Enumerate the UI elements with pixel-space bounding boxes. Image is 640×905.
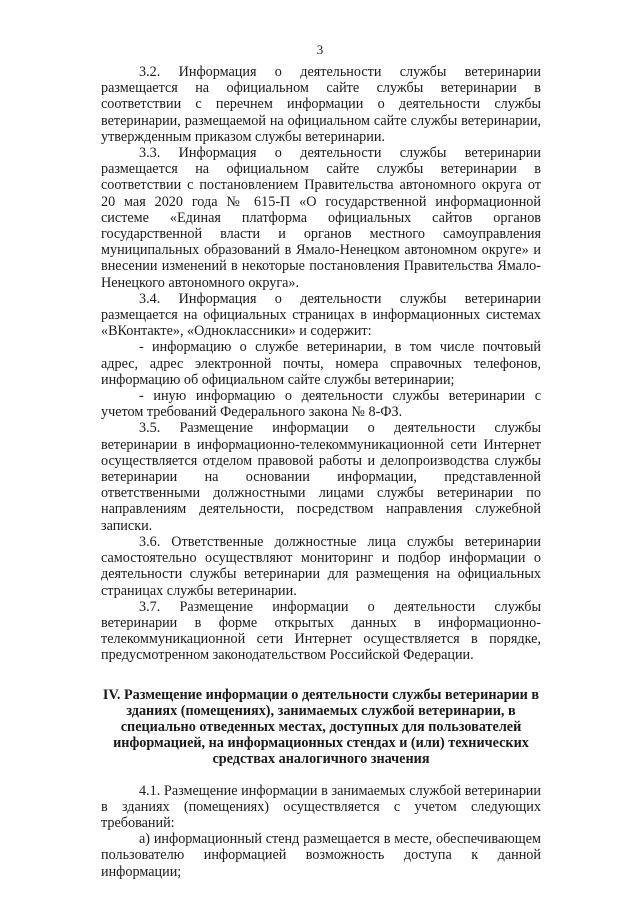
paragraph-3-2: 3.2. Информация о деятельности службы ветеринарии размещается на официальном сайте службы ветеринарии в соответствии с перечнем информации о деятельности службы ветеринарии, размещаемой на официальном сайте службы ветеринарии, утвержденным приказом службы ветеринарии.: [101, 64, 541, 145]
list-item-other-info: - иную информацию о деятельности службы ветеринарии с учетом требований Федерального закона № 8-ФЗ.: [101, 388, 541, 421]
list-item-service-info: - информацию о службе ветеринарии, в том числе почтовый адрес, адрес электронной почты, номера справочных телефонов, информацию об официальном сайте службы ветеринарии;: [101, 339, 541, 388]
paragraph-3-3: 3.3. Информация о деятельности службы ветеринарии размещается на официальном сайте службы ветеринарии в соответствии с постановлением Правительства автономного округа от 20 мая 2020 года № 615-П «О государственной информационной системе «Единая платформа официальных сайтов органов государственной власти и органов местного самоуправления муниципальных образований в Ямало-Ненецком автономном округе» и внесении изменений в некоторые постановления Правительства Ямало-Ненецкого автономного округа».: [101, 145, 541, 291]
paragraph-4-1-a: а) информационный стенд размещается в месте, обеспечивающем пользователю информацией возможность доступа к данной информации;: [101, 831, 541, 880]
paragraph-3-7: 3.7. Размещение информации о деятельности службы ветеринарии в форме открытых данных в информационно-телекоммуникационной сети Интернет осуществляется в порядке, предусмотренном законодательством Российской Федерации.: [101, 598, 541, 664]
paragraph-3-5: 3.5. Размещение информации о деятельности службы ветеринарии в информационно-телекоммуникационной сети Интернет осуществляется отделом правовой работы и делопроизводства службы ветеринарии на основании информации, представленной ответственными должностными лицами службы ветеринарии по направлениям деятельности, посредством направления служебной записки.: [101, 420, 541, 534]
paragraph-3-4: 3.4. Информация о деятельности службы ветеринарии размещается на официальных страницах в информационных системах «ВКонтакте», «Одноклассники» и содержит:: [101, 290, 541, 340]
paragraph-3-6: 3.6. Ответственные должностные лица службы ветеринарии самостоятельно осуществляют мониторинг и подбор информации о деятельности службы ветеринарии для размещения на официальных страницах службы ветеринарии.: [101, 533, 541, 599]
page-number: 3: [316, 42, 324, 57]
section-heading-iv: IV. Размещение информации о деятельности службы ветеринарии в зданиях (помещениях), занимаемых службой ветеринарии, в специально отведенных местах, доступных для пользователей информацией, на информационных стендах и (или) технических средствах аналогичного значения: [102, 686, 540, 768]
document-body: [101, 64, 541, 880]
paragraph-4-1: 4.1. Размещение информации в занимаемых службой ветеринарии в зданиях (помещениях) осуществляется с учетом следующих требований:: [101, 782, 541, 831]
